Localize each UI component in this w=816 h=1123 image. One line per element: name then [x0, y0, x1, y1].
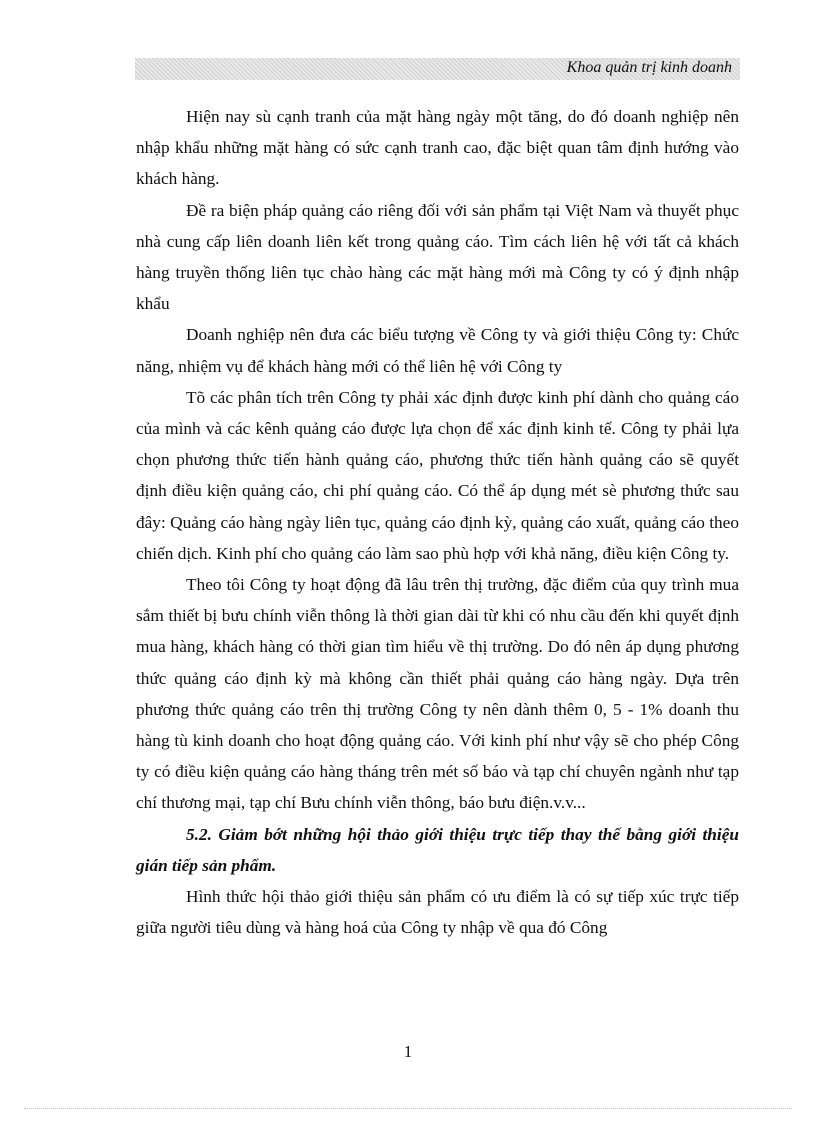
section-heading: 5.2. Giảm bớt những hội thảo giới thiệu trực tiếp thay thế bằng giới thiệu gián tiếp sản phẩm.	[136, 824, 739, 875]
header-department: Khoa quản trị kinh doanh	[566, 59, 732, 76]
page-divider	[24, 1108, 792, 1109]
header-bar	[135, 58, 740, 80]
paragraph: Đề ra biện pháp quảng cáo riêng đối với sản phẩm tại Việt Nam và thuyết phục nhà cung cấp liên doanh liên kết trong quảng cáo. Tìm cách liên hệ với tất cả khách hàng truyền thống liên tục chào hàng các mặt hàng mới mà Công ty có ý định nhập khẩu	[136, 200, 739, 314]
document-body	[136, 101, 739, 943]
paragraph: Hình thức hội thảo giới thiệu sản phẩm có ưu điểm là có sự tiếp xúc trực tiếp giữa người tiêu dùng và hàng hoá của Công ty nhập về qua đó Công	[136, 887, 739, 938]
paragraph: Tõ các phân tích trên Công ty phải xác định được kinh phí dành cho quảng cáo của mình và các kênh quảng cáo được lựa chọn để xác định kinh tế. Công ty phải lựa chọn phương thức tiến hành quảng cáo, phương thức tiến hành quảng cáo sẽ quyết định điều kiện quảng cáo, chi phí quảng cáo. Có thể áp dụng mét sè phương thức sau đây: Quảng cáo hàng ngày liên tục, quảng cáo định kỳ, quảng cáo xuất, quảng cáo theo chiến dịch. Kinh phí cho quảng cáo làm sao phù hợp với khả năng, điều kiện Công ty.	[136, 387, 739, 563]
paragraph: Theo tôi Công ty hoạt động đã lâu trên thị trường, đặc điểm của quy trình mua sắm thiết bị bưu chính viễn thông là thời gian dài từ khi có nhu cầu đến khi quyết định mua hàng, khách hàng có thời gian tìm hiểu về thị trường. Do đó nên áp dụng phương thức quảng cáo định kỳ mà không cần thiết phải quảng cáo hàng ngày. Dựa trên phương thức quảng cáo trên thị trường Công ty nên dành thêm 0, 5 - 1% doanh thu hàng tù kinh doanh cho hoạt động quảng cáo. Với kinh phí như vậy sẽ cho phép Công ty có điều kiện quảng cáo hàng tháng trên mét số báo và tạp chí chuyên ngành như tạp chí thương mại, tạp chí Bưu chính viễn thông, báo bưu điện.v.v...	[136, 575, 739, 813]
paragraph: Doanh nghiệp nên đưa các biểu tượng về Công ty và giới thiệu Công ty: Chức năng, nhiệm vụ để khách hàng mới có thể liên hệ với Công ty	[136, 325, 739, 376]
page-number: 1	[403, 1042, 413, 1061]
paragraph: Hiện nay sù cạnh tranh của mặt hàng ngày một tăng, do đó doanh nghiệp nên nhập khẩu những mặt hàng có sức cạnh tranh cao, đặc biệt quan tâm định hướng vào khách hàng.	[136, 107, 739, 189]
